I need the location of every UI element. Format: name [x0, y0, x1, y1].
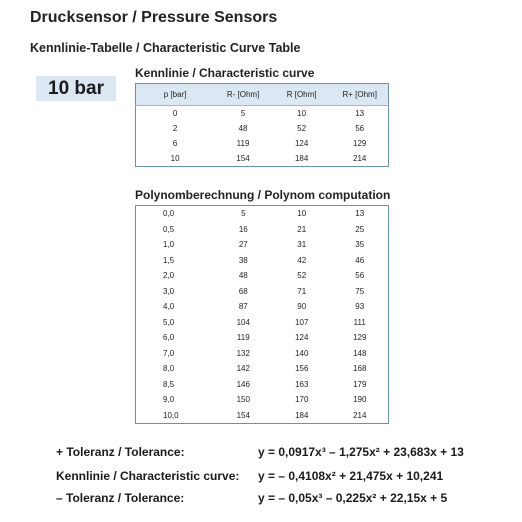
table-cell: 27: [238, 240, 248, 250]
column-header: p [bar]: [136, 84, 215, 106]
table-cell: 190: [353, 395, 367, 405]
table-cell: 42: [297, 255, 307, 265]
table-cell: 25: [355, 224, 365, 234]
table-cell: 6,0: [163, 333, 175, 343]
table-cell: 10: [170, 154, 180, 163]
table-cell: 10,0: [163, 410, 179, 420]
table-cell: 75: [355, 286, 365, 296]
table-cell: 214: [353, 410, 367, 420]
table-row: [136, 237, 389, 253]
table-cell: 52: [297, 124, 307, 133]
table-cell: 156: [295, 364, 309, 374]
table-row: [136, 346, 389, 362]
table-cell: 142: [236, 364, 250, 374]
table-row: [136, 121, 389, 136]
table-cell: 2: [172, 124, 178, 133]
table-row: [136, 361, 389, 377]
table-cell: 184: [294, 154, 309, 163]
formula-upper-tolerance: y = 0,0917x³ – 1,275x² + 23,683x + 13: [258, 445, 464, 459]
table-cell: 129: [353, 139, 367, 148]
table-cell: 90: [297, 302, 307, 312]
table-cell: 119: [236, 333, 250, 343]
table-row: [136, 268, 389, 284]
table-cell: 148: [353, 348, 367, 358]
table-cell: 3,0: [163, 286, 175, 296]
table-cell: 46: [355, 255, 365, 265]
table-cell: 168: [353, 364, 367, 374]
column-header: R+ [Ohm]: [331, 84, 388, 106]
table-cell: 5: [240, 109, 246, 118]
table-row: [136, 330, 389, 346]
table-cell: 68: [238, 286, 248, 296]
table-cell: 0,0: [163, 209, 175, 219]
table-cell: 124: [294, 139, 309, 148]
table-cell: 163: [295, 379, 309, 389]
formula-label-lower-tolerance: – Toleranz / Tolerance:: [56, 491, 185, 505]
table-cell: 16: [238, 224, 248, 234]
table-row: [136, 284, 389, 300]
table-cell: 1,5: [163, 255, 175, 265]
column-header: R [Ohm]: [272, 84, 332, 106]
table-cell: 104: [236, 317, 250, 327]
table-cell: 1,0: [163, 240, 175, 250]
characteristic-table-caption: Kennlinie / Characteristic curve: [135, 66, 315, 80]
table-cell: 7,0: [163, 348, 175, 358]
formula-characteristic-curve: y = – 0,4108x² + 21,475x + 10,241: [258, 469, 444, 483]
table-cell: 31: [297, 240, 307, 250]
table-row: [136, 315, 389, 331]
page-title: Drucksensor / Pressure Sensors: [30, 9, 278, 26]
table-cell: 38: [238, 255, 248, 265]
table-cell: 52: [297, 271, 307, 281]
table-cell: 2,0: [163, 271, 175, 281]
table-cell: 8,5: [163, 379, 175, 389]
table-cell: 150: [236, 395, 250, 405]
page-subtitle: Kennlinie-Tabelle / Characteristic Curve Table: [30, 41, 301, 55]
table-row: [136, 377, 389, 393]
table-cell: 119: [236, 139, 250, 148]
table-cell: 71: [297, 286, 307, 296]
table-cell: 21: [297, 224, 307, 234]
range-badge: 10 bar: [36, 76, 116, 101]
table-cell: 4,0: [163, 302, 175, 312]
table-cell: 170: [295, 395, 309, 405]
table-cell: 111: [353, 317, 366, 327]
table-header-row: [136, 84, 389, 106]
table-cell: 154: [236, 410, 250, 420]
table-row: [136, 151, 389, 167]
table-cell: 93: [355, 302, 365, 312]
table-cell: 10: [297, 109, 307, 118]
table-cell: 184: [295, 410, 309, 420]
table-cell: 124: [295, 333, 309, 343]
table-row: [136, 222, 389, 238]
table-cell: 13: [355, 109, 365, 118]
formula-lower-tolerance: y = – 0,05x³ – 0,225x² + 22,15x + 5: [258, 491, 448, 505]
table-cell: 214: [353, 154, 367, 163]
table-row: [136, 392, 389, 408]
table-row: [136, 299, 389, 315]
table-cell: 5: [241, 209, 246, 219]
table-row: [136, 106, 389, 122]
table-cell: 48: [238, 124, 248, 133]
table-cell: 6: [172, 139, 178, 148]
table-cell: 132: [236, 348, 250, 358]
table-cell: 179: [353, 379, 367, 389]
table-cell: 0: [172, 109, 178, 118]
table-row: [136, 206, 389, 222]
table-cell: 10: [297, 209, 307, 219]
table-cell: 56: [355, 271, 365, 281]
table-cell: 129: [353, 333, 367, 343]
polynom-table: [135, 205, 389, 424]
characteristic-table: [135, 83, 389, 167]
table-cell: 0,5: [163, 224, 175, 234]
table-row: [136, 136, 389, 151]
table-cell: 9,0: [163, 395, 175, 405]
table-cell: 146: [236, 379, 250, 389]
table-cell: 35: [355, 240, 365, 250]
table-row: [136, 408, 389, 424]
table-row: [136, 253, 389, 269]
table-cell: 154: [236, 154, 250, 163]
column-header: R- [Ohm]: [214, 84, 272, 106]
polynom-table-caption: Polynomberechnung / Polynom computation: [135, 188, 391, 202]
table-cell: 140: [295, 348, 309, 358]
table-cell: 87: [238, 302, 248, 312]
table-cell: 8,0: [163, 364, 175, 374]
table-cell: 13: [355, 209, 365, 219]
formula-label-characteristic-curve: Kennlinie / Characteristic curve:: [56, 469, 240, 483]
formula-label-upper-tolerance: + Toleranz / Tolerance:: [56, 445, 185, 459]
table-cell: 56: [355, 124, 365, 133]
table-cell: 5,0: [163, 317, 175, 327]
table-cell: 48: [238, 271, 248, 281]
table-cell: 107: [295, 317, 309, 327]
